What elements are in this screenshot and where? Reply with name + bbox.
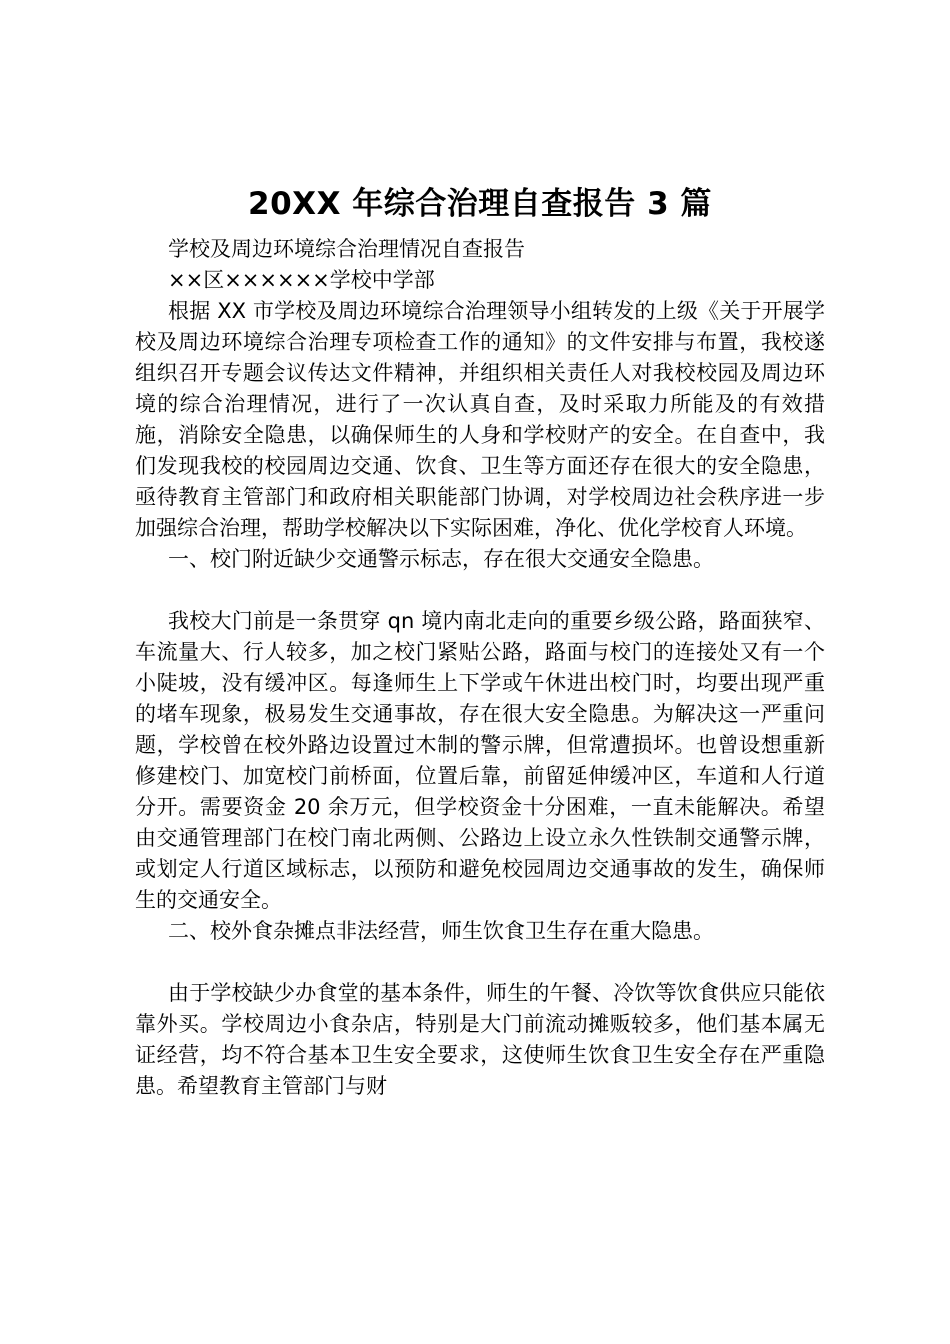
blank-line	[135, 947, 825, 978]
section-heading-1: 一、校门附近缺少交通警示标志，存在很大交通安全隐患。	[168, 547, 714, 571]
document-title: 20XX 年综合治理自查报告 3 篇	[248, 186, 712, 222]
section-heading-2: 二、校外食杂摊点非法经营，师生饮食卫生存在重大隐患。	[168, 919, 714, 943]
section-body-2: 由于学校缺少办食堂的基本条件，师生的午餐、冷饮等饮食供应只能依靠外买。学校周边小食杂店，特别是大门前流动摊贩较多，他们基本属无证经营，均不符合基本卫生安全要求，这使师生饮食卫生安全存在严重隐患。希望教育主管部门与财	[135, 981, 825, 1098]
report-subtitle: 学校及周边环境综合治理情况自查报告	[168, 237, 525, 261]
section-body-1: 我校大门前是一条贯穿 qn 境内南北走向的重要乡级公路，路面狭窄、车流量大、行人较多，加之校门紧贴公路，路面与校门的连接处又有一个小陡坡，没有缓冲区。每逢师生上下学或午休进出校门时，均要出现严重的堵车现象，极易发生交通事故，存在很大安全隐患。为解决这一严重问题，学校曾在校外路边设置过木制的警示牌，但常遭损坏。也曾设想重新修建校门、加宽校门前桥面，位置后靠，前留延伸缓冲区，车道和人行道分开。需要资金 20 余万元，但学校资金十分困难，一直未能解决。希望由交通管理部门在校门南北两侧、公路边上设立永久性铁制交通警示牌，或划定人行道区域标志，以预防和避免校园周边交通事故的发生，确保师生的交通安全。	[135, 609, 825, 912]
blank-line	[135, 575, 825, 606]
intro-paragraph: 根据 XX 市学校及周边环境综合治理领导小组转发的上级《关于开展学校及周边环境综合治理专项检查工作的通知》的文件安排与布置，我校遂组织召开专题会议传达文件精神，并组织相关责任人对我校校园及周边环境的综合治理情况，进行了一次认真自查，及时采取力所能及的有效措施，消除安全隐患，以确保师生的人身和学校财产的安全。在自查中，我们发现我校的校园周边交通、饮食、卫生等方面还存在很大的安全隐患，亟待教育主管部门和政府相关职能部门协调，对学校周边社会秩序进一步加强综合治理，帮助学校解决以下实际困难，净化、优化学校育人环境。	[135, 299, 825, 540]
document-page	[135, 180, 825, 1102]
school-name: ××区××××××学校中学部	[168, 268, 435, 292]
